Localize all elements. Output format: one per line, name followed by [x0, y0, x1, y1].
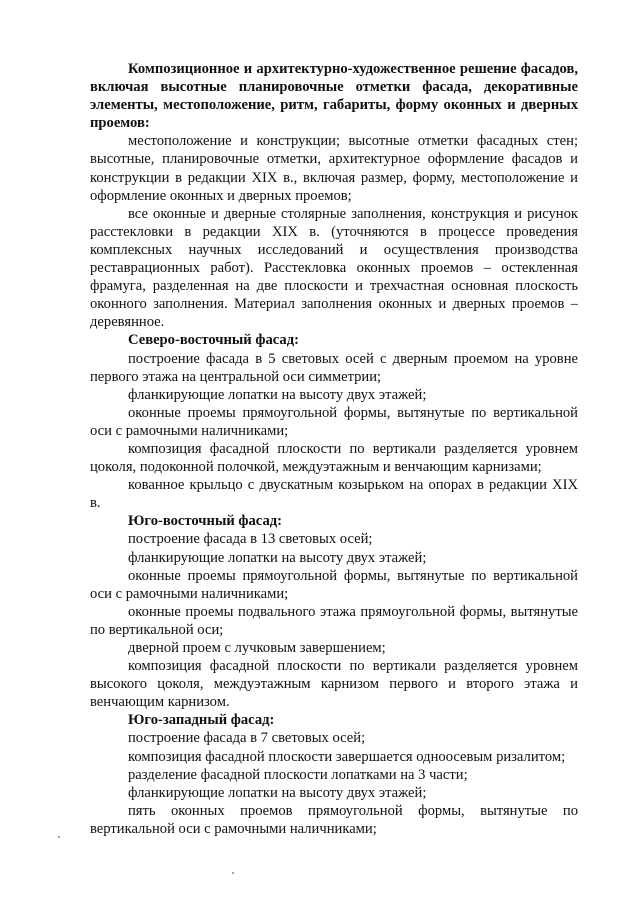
- section-item: построение фасада в 5 световых осей с дверным проемом на уровне первого этажа на центральной оси симметрии;: [90, 350, 578, 385]
- section-item: композиция фасадной плоскости завершается одноосевым ризалитом;: [128, 748, 566, 765]
- section-item: оконные проемы прямоугольной формы, вытянутые по вертикальной оси с рамочными наличниками;: [90, 567, 578, 602]
- section-item: дверной проем с лучковым завершением;: [128, 640, 386, 656]
- scan-speck: [232, 872, 234, 874]
- section-heading-northeast: Северо-восточный фасад:: [128, 332, 299, 349]
- section-item: композиция фасадной плоскости по вертикали разделяется уровнем высокого цоколя, междуэтажным карнизом первого и второго этажа и венчающим карнизом.: [90, 658, 578, 711]
- section-item: фланкирующие лопатки на высоту двух этажей;: [128, 386, 427, 403]
- intro-item: все оконные и дверные столярные заполнения, конструкция и рисунок расстекловки в редакции XIX в. (уточняются в процессе проведения комплексных научных исследований и осуществления производства реставрационных работ). Расстекловка оконных проемов – остекленная фрамуга, разделенная на две плоскости и трехчастная основная плоскость оконного заполнения. Материал заполнения оконных и дверных проемов – деревянное.: [90, 205, 578, 331]
- section-item: разделение фасадной плоскости лопатками на 3 части;: [128, 766, 468, 783]
- section-item: оконные проемы подвального этажа прямоугольной формы, вытянутые по вертикальной оси;: [90, 603, 578, 638]
- section-item: пять оконных проемов прямоугольной формы, вытянутые по вертикальной оси с рамочными наличниками;: [90, 802, 578, 837]
- section-heading-southwest: Юго-западный фасад:: [128, 712, 275, 729]
- section-heading-southeast: Юго-восточный фасад:: [128, 513, 282, 530]
- intro-item: местоположение и конструкции; высотные отметки фасадных стен; высотные, планировочные отметки, архитектурное оформление фасадов и конструкции в редакции XIX в., включая размер, форму, местоположение и оформление оконных и дверных проемов;: [90, 133, 578, 204]
- section-item: построение фасада в 13 световых осей;: [128, 531, 373, 548]
- section-item: кованное крыльцо с двускатным козырьком на опорах в редакции XIX в.: [90, 477, 578, 512]
- section-item: фланкирующие лопатки на высоту двух этажей;: [128, 784, 427, 801]
- document-body: [90, 60, 578, 838]
- section-item: композиция фасадной плоскости по вертикали разделяется уровнем цоколя, подоконной полочкой, междуэтажным и венчающим карнизами;: [90, 440, 578, 476]
- section-item: фланкирующие лопатки на высоту двух этажей;: [128, 549, 427, 566]
- section-item: построение фасада в 7 световых осей;: [128, 730, 366, 747]
- intro-heading: Композиционное и архитектурно-художественное решение фасадов, включая высотные планировочные отметки фасада, декоративные элементы, местоположение, ритм, габариты, форму оконных и дверных проемов:: [90, 61, 578, 132]
- section-item: оконные проемы прямоугольной формы, вытянутые по вертикальной оси с рамочными наличниками;: [90, 404, 578, 439]
- scan-speck: [58, 836, 60, 838]
